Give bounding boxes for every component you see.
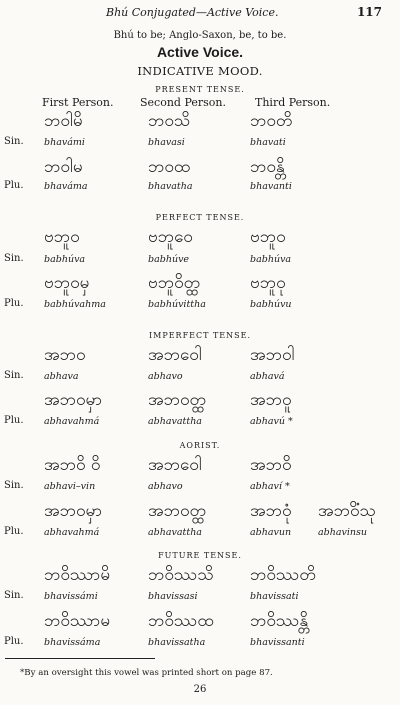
voice-heading: Active Voice.: [156, 44, 244, 60]
burmese-form: ဘဝိဿတိ: [250, 565, 316, 585]
romanized-form: abhavá: [250, 371, 285, 382]
romanized-form: abhavattha: [148, 527, 202, 538]
burmese-form: အဘဝေါ: [148, 455, 202, 475]
romanized-form: abhavahmá: [44, 527, 100, 538]
burmese-form: ဘဝသိ: [148, 111, 191, 131]
romanized-form: abhavú *: [250, 416, 293, 427]
burmese-form: ဘဝတိ: [250, 111, 293, 131]
burmese-form: အဘဝတ္ထ: [148, 390, 207, 410]
burmese-form: ဗဘူဝ: [250, 227, 286, 247]
romanized-form: abhavun: [250, 527, 292, 538]
burmese-form: ဘဝါမ: [44, 157, 83, 177]
signature-mark: 26: [193, 684, 207, 695]
tense-heading-future: FUTURE TENSE.: [158, 551, 242, 560]
burmese-form: ဗဘူဝေ: [148, 227, 193, 247]
burmese-form: အဘဝုံ: [250, 501, 292, 521]
burmese-form: အဘဝမှာ: [44, 501, 103, 521]
burmese-form: ဗဘူဝ: [44, 227, 80, 247]
romanized-form: bhavasi: [148, 137, 185, 148]
tense-heading-perfect: PERFECT TENSE.: [155, 213, 245, 222]
row-label-plural: Plu.: [4, 180, 24, 191]
row-label-plural: Plu.: [4, 636, 24, 647]
running-head: [0, 6, 400, 22]
burmese-form: ဗဘူဝု: [250, 273, 286, 293]
romanized-form: babhúve: [148, 254, 190, 265]
row-label-singular: Sin.: [4, 370, 24, 381]
romanized-form: babhúvittha: [148, 299, 206, 310]
subheading: Bhú to be; Anglo-Saxon, be, to be.: [113, 30, 287, 41]
romanized-form: babhúvu: [250, 299, 292, 310]
burmese-form: ဗဘူဝိတ္ထ: [148, 273, 201, 293]
burmese-form: ဘဝန္တိ: [250, 157, 285, 177]
romanized-form: bhavámi: [44, 137, 85, 148]
romanized-form: abhava: [44, 371, 79, 382]
romanized-form: abhavo: [148, 371, 183, 382]
burmese-form: ဘဝိဿထ: [148, 611, 214, 631]
row-label-plural: Plu.: [4, 298, 24, 309]
footnote: *By an oversight this vowel was printed short on page 87.: [20, 668, 273, 678]
romanized-form: bhavati: [250, 137, 286, 148]
mood-heading: INDICATIVE MOOD.: [137, 64, 263, 78]
burmese-form: ဘဝိဿသိ: [148, 565, 214, 585]
burmese-form: ဘဝါမိ: [44, 111, 83, 131]
page-number: 117: [356, 5, 382, 19]
romanized-form: bhavatha: [148, 181, 193, 192]
column-header-first: First Person.: [42, 96, 114, 109]
burmese-form: အဘဝိ: [250, 455, 292, 475]
running-title: Bhú Conjugated—Active Voice.: [106, 6, 279, 19]
romanized-form: babhúvahma: [44, 299, 106, 310]
row-label-singular: Sin.: [4, 136, 24, 147]
romanized-form: bhavissanti: [250, 637, 305, 648]
row-label-plural: Plu.: [4, 526, 24, 537]
romanized-form: abhavinsu: [318, 527, 368, 538]
romanized-form: bhavissatha: [148, 637, 206, 648]
burmese-form: ဘဝထ: [148, 157, 191, 177]
romanized-form: abhavahmá: [44, 416, 100, 427]
column-header-second: Second Person.: [140, 96, 226, 109]
romanized-form: bhavissámi: [44, 591, 98, 602]
romanized-form: bhavanti: [250, 181, 292, 192]
romanized-form: bhavissati: [250, 591, 299, 602]
romanized-form: bhaváma: [44, 181, 88, 192]
burmese-form: အဘဝေါ: [148, 345, 202, 365]
row-label-singular: Sin.: [4, 480, 24, 491]
romanized-form: abhaví *: [250, 481, 290, 492]
romanized-form: abhavo: [148, 481, 183, 492]
romanized-form: babhúva: [250, 254, 292, 265]
burmese-form: အဘဝိ ဝိ: [44, 455, 101, 475]
row-label-plural: Plu.: [4, 415, 24, 426]
row-label-singular: Sin.: [4, 253, 24, 264]
burmese-form: အဘဝ: [44, 345, 86, 365]
tense-heading-aorist: AORIST.: [179, 441, 221, 450]
burmese-form: ဘဝိဿာမ: [44, 611, 111, 631]
burmese-form: ဘဝိဿာမိ: [44, 565, 111, 585]
romanized-form: abhavattha: [148, 416, 202, 427]
romanized-form: bhavissasi: [148, 591, 198, 602]
burmese-form: အဘဝူ: [250, 390, 292, 410]
burmese-form: အဘဝါ: [250, 345, 295, 365]
tense-heading-present: PRESENT TENSE.: [155, 85, 245, 94]
burmese-form: ဗဘူဝမှ: [44, 273, 90, 293]
footnote-rule: [5, 658, 155, 659]
burmese-form: အဘဝတ္ထ: [148, 501, 207, 521]
burmese-form: အဘဝိံသု: [318, 501, 376, 521]
row-label-singular: Sin.: [4, 590, 24, 601]
romanized-form: bhavissáma: [44, 637, 101, 648]
burmese-form: ဘဝိဿန္တိ: [250, 611, 309, 631]
romanized-form: babhúva: [44, 254, 86, 265]
column-header-third: Third Person.: [255, 96, 331, 109]
tense-heading-imperfect: IMPERFECT TENSE.: [148, 331, 252, 340]
burmese-form: အဘဝမှာ: [44, 390, 103, 410]
romanized-form: abhavi–vin: [44, 481, 96, 492]
